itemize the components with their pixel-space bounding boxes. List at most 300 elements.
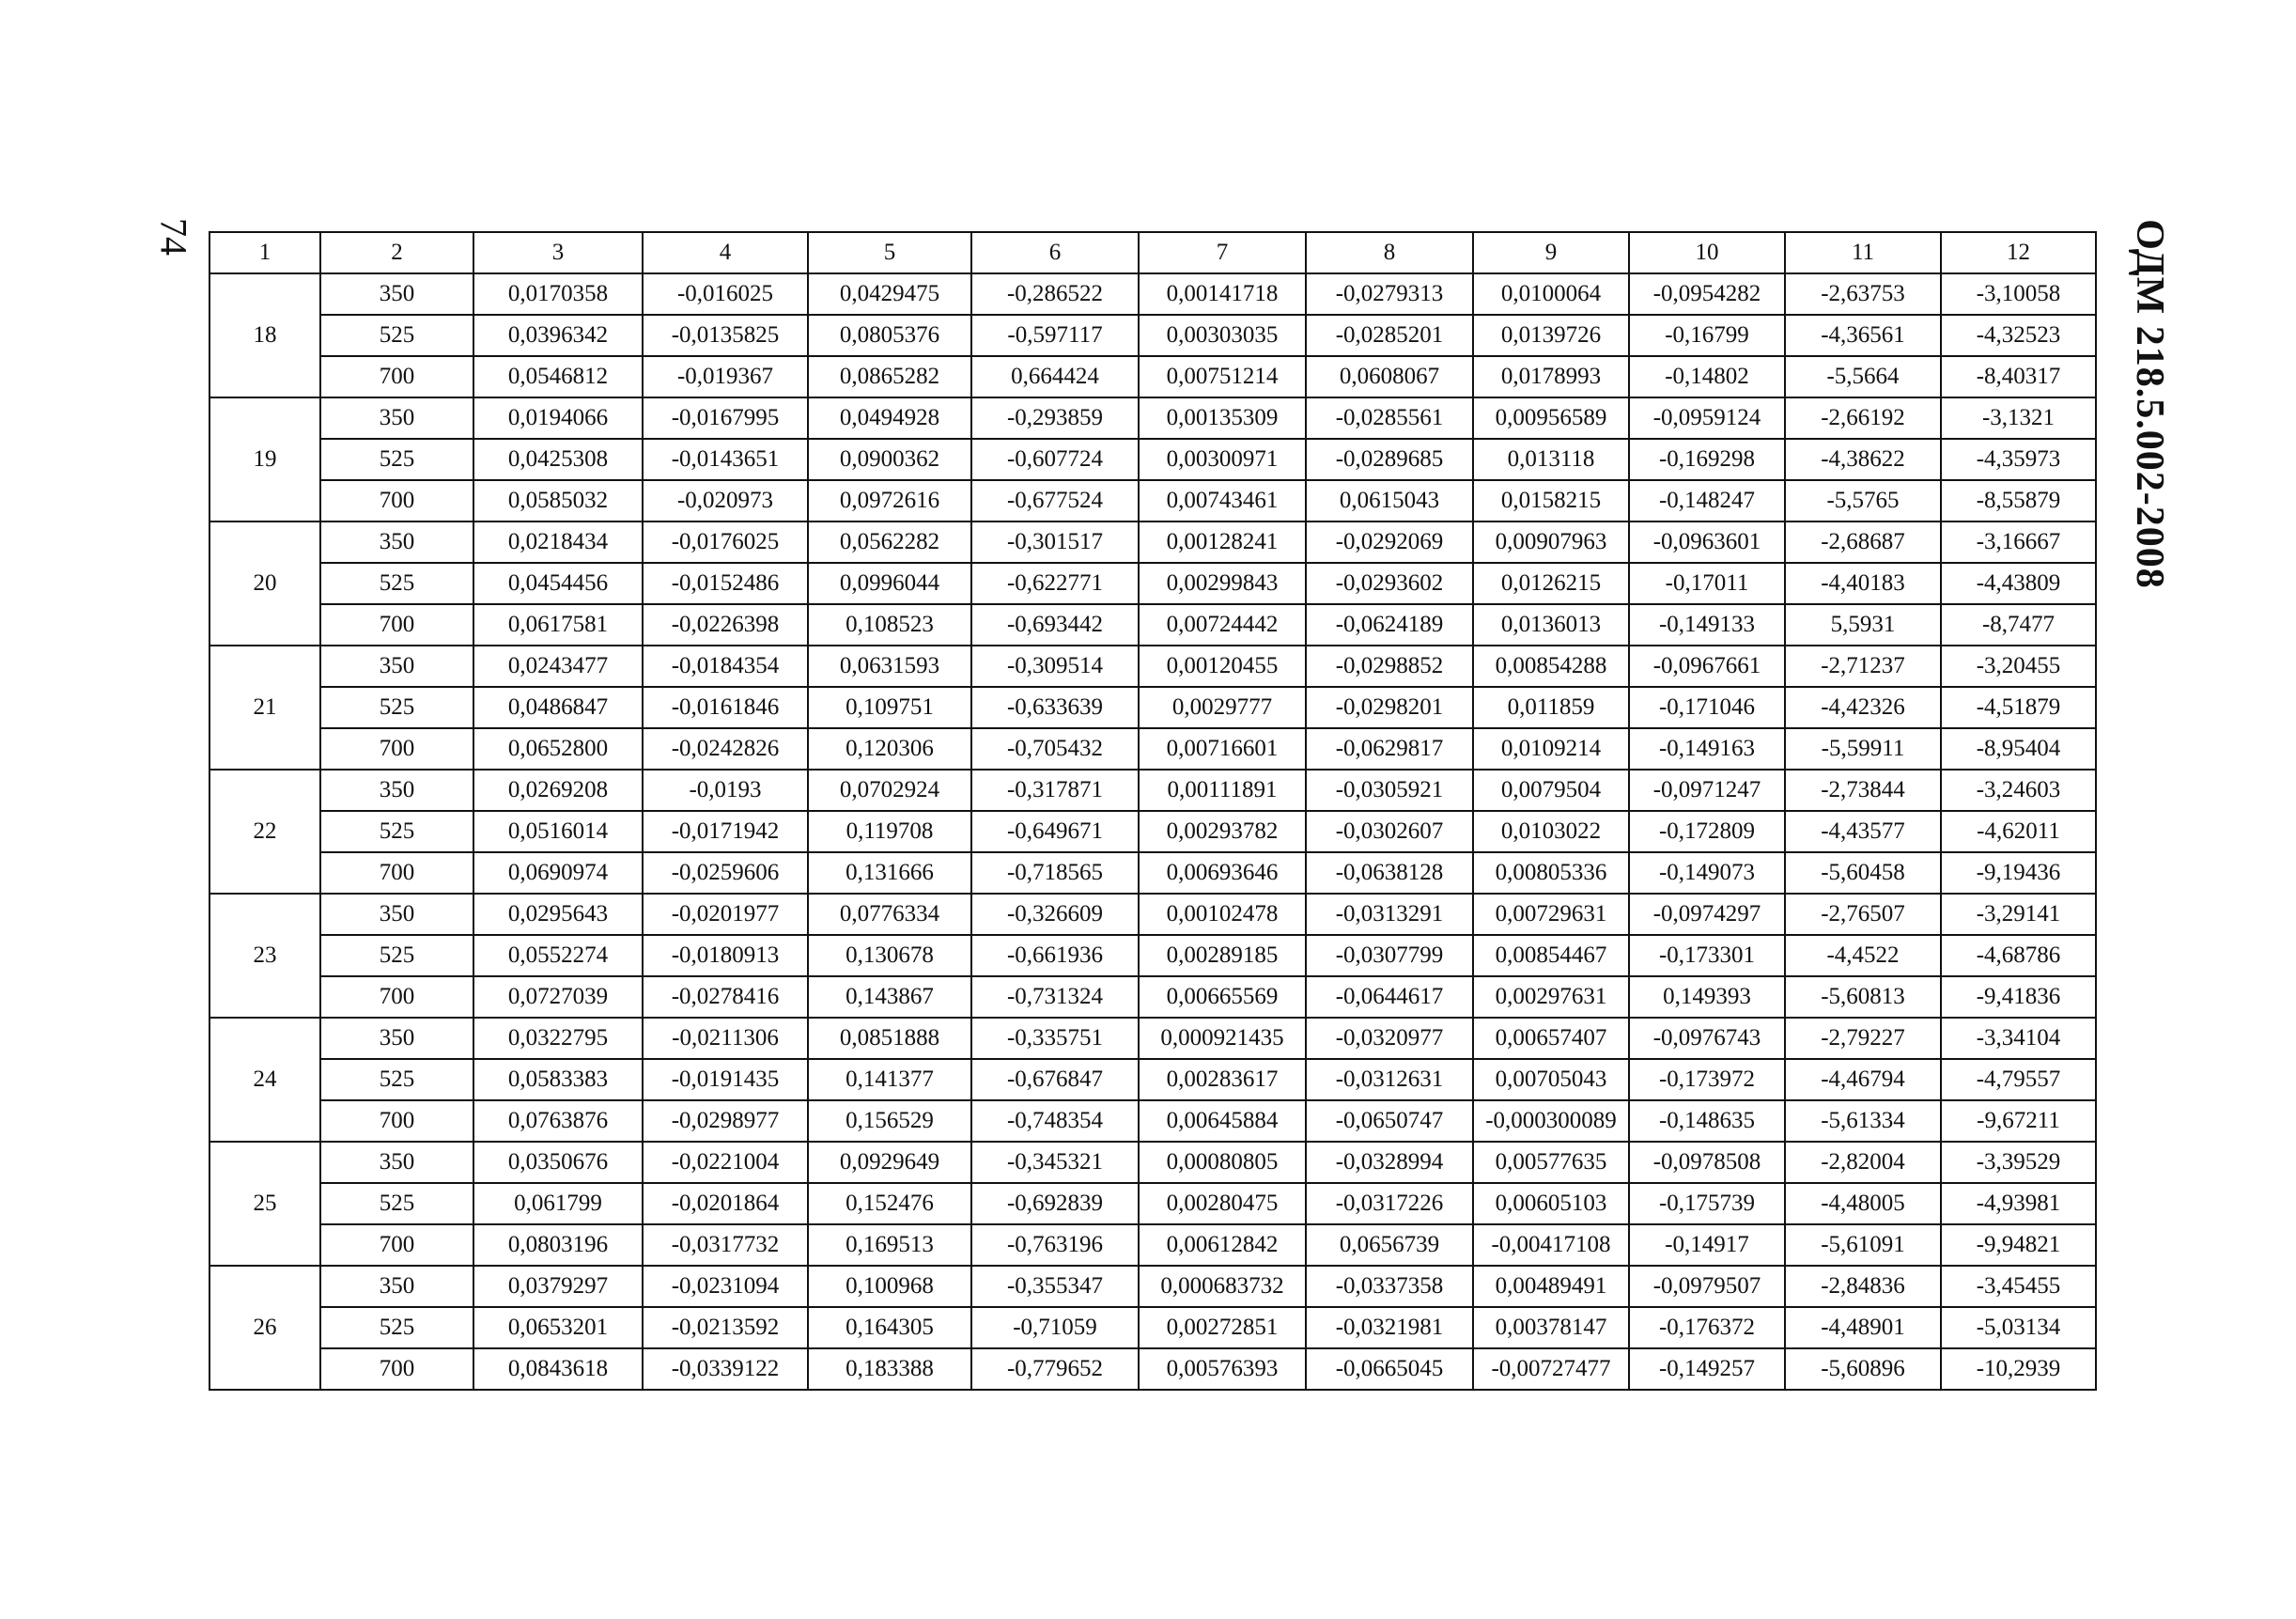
table-row	[209, 852, 2096, 894]
table-cell: -3,29141	[1941, 894, 2096, 935]
table-cell: -5,60458	[1785, 852, 1941, 894]
table-cell: 0,00605103	[1473, 1183, 1629, 1224]
table-cell: -0,016025	[643, 273, 808, 315]
table-row	[209, 1224, 2096, 1266]
table-cell: 0,00751214	[1139, 356, 1306, 397]
column-header: 6	[971, 232, 1139, 273]
table-cell: 700	[320, 480, 473, 522]
table-cell: 0,0652800	[473, 728, 643, 770]
table-cell: -0,0305921	[1306, 770, 1473, 811]
table-cell: -4,43577	[1785, 811, 1941, 852]
table-cell: -5,60813	[1785, 976, 1941, 1018]
group-id-cell: 18	[209, 273, 320, 397]
table-cell: -4,48005	[1785, 1183, 1941, 1224]
header-row	[209, 232, 2096, 273]
table-cell: 0,0851888	[808, 1018, 971, 1059]
table-cell: -0,00727477	[1473, 1348, 1629, 1390]
table-cell: -0,718565	[971, 852, 1139, 894]
table-cell: 525	[320, 811, 473, 852]
column-header: 8	[1306, 232, 1473, 273]
table-cell: 350	[320, 1018, 473, 1059]
table-cell: -0,0320977	[1306, 1018, 1473, 1059]
table-cell: -0,0289685	[1306, 439, 1473, 480]
table-cell: -0,705432	[971, 728, 1139, 770]
table-cell: 0,00080805	[1139, 1142, 1306, 1183]
table-cell: 0,00283617	[1139, 1059, 1306, 1100]
table-cell: 700	[320, 728, 473, 770]
table-cell: -0,335751	[971, 1018, 1139, 1059]
table-row	[209, 356, 2096, 397]
table-row	[209, 1100, 2096, 1142]
table-cell: 0,00805336	[1473, 852, 1629, 894]
table-cell: 0,0139726	[1473, 315, 1629, 356]
table-row	[209, 522, 2096, 563]
table-cell: 0,00576393	[1139, 1348, 1306, 1390]
table-cell: 0,0585032	[473, 480, 643, 522]
table-cell: -0,661936	[971, 935, 1139, 976]
table-cell: 0,0631593	[808, 646, 971, 687]
table-cell: 0,143867	[808, 976, 971, 1018]
table-cell: 0,0617581	[473, 604, 643, 646]
table-row	[209, 1142, 2096, 1183]
table-cell: -0,0278416	[643, 976, 808, 1018]
table-cell: -0,676847	[971, 1059, 1139, 1100]
table-cell: 0,664424	[971, 356, 1139, 397]
table-cell: -4,51879	[1941, 687, 2096, 728]
table-cell: 0,0929649	[808, 1142, 971, 1183]
table-cell: -0,0963601	[1629, 522, 1785, 563]
table-cell: 525	[320, 1183, 473, 1224]
table-cell: 0,00489491	[1473, 1266, 1629, 1307]
table-cell: -4,40183	[1785, 563, 1941, 604]
table-row	[209, 273, 2096, 315]
table-cell: -0,0974297	[1629, 894, 1785, 935]
group-id-cell: 25	[209, 1142, 320, 1266]
table-cell: 0,00141718	[1139, 273, 1306, 315]
table-cell: 0,156529	[808, 1100, 971, 1142]
table-cell: -0,0339122	[643, 1348, 808, 1390]
table-cell: -0,779652	[971, 1348, 1139, 1390]
table-cell: 0,00577635	[1473, 1142, 1629, 1183]
table-cell: 0,0805376	[808, 315, 971, 356]
table-cell: -0,748354	[971, 1100, 1139, 1142]
table-cell: 0,130678	[808, 935, 971, 976]
column-header: 10	[1629, 232, 1785, 273]
table-cell: 0,0763876	[473, 1100, 643, 1142]
table-row	[209, 1348, 2096, 1390]
table-cell: -8,40317	[1941, 356, 2096, 397]
table-row	[209, 480, 2096, 522]
table-cell: 350	[320, 522, 473, 563]
table-row	[209, 397, 2096, 439]
table-cell: 700	[320, 976, 473, 1018]
table-cell: -4,68786	[1941, 935, 2096, 976]
table-cell: -0,301517	[971, 522, 1139, 563]
table-row	[209, 604, 2096, 646]
table-cell: -5,03134	[1941, 1307, 2096, 1348]
table-cell: -0,0650747	[1306, 1100, 1473, 1142]
table-cell: -0,693442	[971, 604, 1139, 646]
table-cell: 0,0126215	[1473, 563, 1629, 604]
column-header: 2	[320, 232, 473, 273]
table-cell: -0,0967661	[1629, 646, 1785, 687]
table-cell: -0,0285561	[1306, 397, 1473, 439]
table-cell: 0,0103022	[1473, 811, 1629, 852]
table-cell: 0,00293782	[1139, 811, 1306, 852]
table-cell: -0,0298977	[643, 1100, 808, 1142]
table-cell: -0,176372	[1629, 1307, 1785, 1348]
table-cell: 0,0379297	[473, 1266, 643, 1307]
table-cell: -0,149073	[1629, 852, 1785, 894]
table-cell: -0,0184354	[643, 646, 808, 687]
table-cell: 0,0178993	[1473, 356, 1629, 397]
table-cell: 0,00300971	[1139, 439, 1306, 480]
table-cell: 350	[320, 397, 473, 439]
table-cell: 0,0243477	[473, 646, 643, 687]
table-cell: -0,0978508	[1629, 1142, 1785, 1183]
table-cell: -0,173301	[1629, 935, 1785, 976]
table-cell: 0,0546812	[473, 356, 643, 397]
table-cell: 0,0454456	[473, 563, 643, 604]
table-cell: -0,0317226	[1306, 1183, 1473, 1224]
table-cell: -0,0298201	[1306, 687, 1473, 728]
table-cell: -0,286522	[971, 273, 1139, 315]
table-cell: 0,0516014	[473, 811, 643, 852]
table-row	[209, 811, 2096, 852]
table-cell: -0,0161846	[643, 687, 808, 728]
table-cell: -0,0201864	[643, 1183, 808, 1224]
table-cell: -3,45455	[1941, 1266, 2096, 1307]
group-id-cell: 26	[209, 1266, 320, 1390]
table-cell: -2,73844	[1785, 770, 1941, 811]
table-cell: -5,5765	[1785, 480, 1941, 522]
table-cell: -0,0285201	[1306, 315, 1473, 356]
table-cell: -0,0307799	[1306, 935, 1473, 976]
table-cell: 0,120306	[808, 728, 971, 770]
table-cell: -0,0143651	[643, 439, 808, 480]
table-cell: 0,0494928	[808, 397, 971, 439]
table-cell: 0,0583383	[473, 1059, 643, 1100]
table-cell: 350	[320, 646, 473, 687]
table-cell: 0,00956589	[1473, 397, 1629, 439]
table-cell: 0,164305	[808, 1307, 971, 1348]
column-header: 9	[1473, 232, 1629, 273]
table-cell: 0,0486847	[473, 687, 643, 728]
table-cell: 0,0996044	[808, 563, 971, 604]
table-cell: 0,0562282	[808, 522, 971, 563]
table-cell: -0,0328994	[1306, 1142, 1473, 1183]
table-cell: 0,183388	[808, 1348, 971, 1390]
table-cell: -4,93981	[1941, 1183, 2096, 1224]
table-row	[209, 894, 2096, 935]
table-cell: -4,46794	[1785, 1059, 1941, 1100]
table-cell: 0,0900362	[808, 439, 971, 480]
table-cell: -0,692839	[971, 1183, 1139, 1224]
table-cell: 0,0322795	[473, 1018, 643, 1059]
table-cell: -0,0211306	[643, 1018, 808, 1059]
table-cell: 0,00102478	[1139, 894, 1306, 935]
table-cell: -0,171046	[1629, 687, 1785, 728]
table-cell: 0,0702924	[808, 770, 971, 811]
table-row	[209, 1307, 2096, 1348]
table-cell: 525	[320, 1307, 473, 1348]
table-cell: -0,00417108	[1473, 1224, 1629, 1266]
table-cell: -0,0231094	[643, 1266, 808, 1307]
table-cell: 0,0429475	[808, 273, 971, 315]
column-header: 1	[209, 232, 320, 273]
table-cell: -0,0298852	[1306, 646, 1473, 687]
table-cell: -3,16667	[1941, 522, 2096, 563]
table-cell: -0,14802	[1629, 356, 1785, 397]
table-cell: -4,36561	[1785, 315, 1941, 356]
table-cell: -0,677524	[971, 480, 1139, 522]
table-cell: -4,35973	[1941, 439, 2096, 480]
table-cell: -0,0638128	[1306, 852, 1473, 894]
table-cell: -3,24603	[1941, 770, 2096, 811]
table-cell: 0,152476	[808, 1183, 971, 1224]
table-cell: 0,0158215	[1473, 480, 1629, 522]
table-cell: -0,622771	[971, 563, 1139, 604]
table-cell: -0,0171942	[643, 811, 808, 852]
table-cell: -0,0135825	[643, 315, 808, 356]
table-cell: 525	[320, 563, 473, 604]
table-cell: -0,0979507	[1629, 1266, 1785, 1307]
table-cell: -0,71059	[971, 1307, 1139, 1348]
column-header: 12	[1941, 232, 2096, 273]
table-cell: -0,0644617	[1306, 976, 1473, 1018]
table-cell: -0,0213592	[643, 1307, 808, 1348]
table-cell: -0,0313291	[1306, 894, 1473, 935]
table-cell: -0,0180913	[643, 935, 808, 976]
table-cell: -0,000300089	[1473, 1100, 1629, 1142]
table-cell: -5,5664	[1785, 356, 1941, 397]
table-cell: -0,0665045	[1306, 1348, 1473, 1390]
table-row	[209, 770, 2096, 811]
table-cell: -0,0312631	[1306, 1059, 1473, 1100]
table-cell: 0,011859	[1473, 687, 1629, 728]
table-cell: 0,000683732	[1139, 1266, 1306, 1307]
table-cell: 0,0727039	[473, 976, 643, 1018]
table-cell: -0,169298	[1629, 439, 1785, 480]
table-cell: 0,0776334	[808, 894, 971, 935]
table-cell: -9,67211	[1941, 1100, 2096, 1142]
table-cell: 0,00128241	[1139, 522, 1306, 563]
table-cell: -5,60896	[1785, 1348, 1941, 1390]
table-cell: 0,0194066	[473, 397, 643, 439]
table-cell: -0,14917	[1629, 1224, 1785, 1266]
table-cell: -0,149257	[1629, 1348, 1785, 1390]
group-id-cell: 22	[209, 770, 320, 894]
table-cell: 0,00289185	[1139, 935, 1306, 976]
table-cell: 700	[320, 356, 473, 397]
table-cell: 0,0170358	[473, 273, 643, 315]
table-cell: -3,10058	[1941, 273, 2096, 315]
table-cell: -0,148635	[1629, 1100, 1785, 1142]
group-id-cell: 20	[209, 522, 320, 646]
table-cell: -0,0167995	[643, 397, 808, 439]
table-cell: -0,0201977	[643, 894, 808, 935]
table-cell: -0,148247	[1629, 480, 1785, 522]
table-cell: -0,345321	[971, 1142, 1139, 1183]
table-cell: -4,32523	[1941, 315, 2096, 356]
table-cell: 0,119708	[808, 811, 971, 852]
table-cell: -8,7477	[1941, 604, 2096, 646]
table-cell: 0,013118	[1473, 439, 1629, 480]
table-cell: 525	[320, 439, 473, 480]
table-cell: -4,38622	[1785, 439, 1941, 480]
table-cell: -0,0321981	[1306, 1307, 1473, 1348]
table-cell: -0,0152486	[643, 563, 808, 604]
table-cell: 0,0690974	[473, 852, 643, 894]
table-cell: -2,63753	[1785, 273, 1941, 315]
table-row	[209, 687, 2096, 728]
table-cell: 0,00743461	[1139, 480, 1306, 522]
table-cell: -0,0971247	[1629, 770, 1785, 811]
table-cell: 0,00854288	[1473, 646, 1629, 687]
table-cell: 700	[320, 604, 473, 646]
table-cell: -0,0226398	[643, 604, 808, 646]
table-cell: -3,20455	[1941, 646, 2096, 687]
table-row	[209, 1183, 2096, 1224]
table-cell: 0,0109214	[1473, 728, 1629, 770]
table-cell: 525	[320, 1059, 473, 1100]
table-cell: -0,0624189	[1306, 604, 1473, 646]
table-cell: 0,0843618	[473, 1348, 643, 1390]
table-row	[209, 935, 2096, 976]
table-cell: 700	[320, 1224, 473, 1266]
table-cell: 0,00111891	[1139, 770, 1306, 811]
table-cell: -2,84836	[1785, 1266, 1941, 1307]
table-cell: -0,317871	[971, 770, 1139, 811]
table-cell: 0,00297631	[1473, 976, 1629, 1018]
table-cell: -5,59911	[1785, 728, 1941, 770]
table-cell: -0,309514	[971, 646, 1139, 687]
table-cell: -0,0191435	[643, 1059, 808, 1100]
table-cell: 350	[320, 770, 473, 811]
table-cell: -3,39529	[1941, 1142, 2096, 1183]
table-cell: -2,76507	[1785, 894, 1941, 935]
table-cell: 0,0396342	[473, 315, 643, 356]
table-row	[209, 563, 2096, 604]
table-cell: 0,00716601	[1139, 728, 1306, 770]
table-row	[209, 976, 2096, 1018]
table-cell: -5,61091	[1785, 1224, 1941, 1266]
table-cell: 0,00120455	[1139, 646, 1306, 687]
table-cell: -3,34104	[1941, 1018, 2096, 1059]
table-cell: 0,0136013	[1473, 604, 1629, 646]
table-cell: -0,17011	[1629, 563, 1785, 604]
table-cell: -9,41836	[1941, 976, 2096, 1018]
table-row	[209, 315, 2096, 356]
table-cell: 0,108523	[808, 604, 971, 646]
table-cell: -2,66192	[1785, 397, 1941, 439]
document-code: ОДМ 218.5.002-2008	[2128, 219, 2171, 589]
table-cell: 0,0656739	[1306, 1224, 1473, 1266]
table-cell: -0,173972	[1629, 1059, 1785, 1100]
table-cell: -0,0242826	[643, 728, 808, 770]
table-cell: -2,82004	[1785, 1142, 1941, 1183]
table-cell: -2,79227	[1785, 1018, 1941, 1059]
table-cell: -0,0292069	[1306, 522, 1473, 563]
group-id-cell: 24	[209, 1018, 320, 1142]
table-cell: -0,0629817	[1306, 728, 1473, 770]
data-table	[209, 231, 2097, 1391]
table-cell: 0,0425308	[473, 439, 643, 480]
table-cell: 0,0608067	[1306, 356, 1473, 397]
table-cell: -0,175739	[1629, 1183, 1785, 1224]
table-cell: -0,0976743	[1629, 1018, 1785, 1059]
table-cell: -0,649671	[971, 811, 1139, 852]
table-cell: -0,597117	[971, 315, 1139, 356]
table-cell: 350	[320, 1266, 473, 1307]
column-header: 5	[808, 232, 971, 273]
table-cell: -0,0302607	[1306, 811, 1473, 852]
table-cell: -2,71237	[1785, 646, 1941, 687]
table-cell: 0,0100064	[1473, 273, 1629, 315]
table-cell: 0,0269208	[473, 770, 643, 811]
table-row	[209, 1018, 2096, 1059]
group-id-cell: 21	[209, 646, 320, 770]
table-cell: -0,326609	[971, 894, 1139, 935]
table-cell: 350	[320, 894, 473, 935]
table-cell: 0,00612842	[1139, 1224, 1306, 1266]
table-cell: -4,62011	[1941, 811, 2096, 852]
table-cell: -0,0317732	[643, 1224, 808, 1266]
table-row	[209, 1059, 2096, 1100]
table-cell: -0,355347	[971, 1266, 1139, 1307]
table-cell: -0,020973	[643, 480, 808, 522]
table-cell: 525	[320, 935, 473, 976]
table-cell: -9,19436	[1941, 852, 2096, 894]
table-cell: 0,00645884	[1139, 1100, 1306, 1142]
table-cell: 0,00280475	[1139, 1183, 1306, 1224]
group-id-cell: 19	[209, 397, 320, 522]
table-cell: -0,149133	[1629, 604, 1785, 646]
table-cell: 350	[320, 273, 473, 315]
table-cell: 0,0295643	[473, 894, 643, 935]
table-cell: -0,633639	[971, 687, 1139, 728]
table-cell: 0,0350676	[473, 1142, 643, 1183]
column-header: 11	[1785, 232, 1941, 273]
table-cell: -0,0337358	[1306, 1266, 1473, 1307]
table-cell: 0,109751	[808, 687, 971, 728]
column-header: 7	[1139, 232, 1306, 273]
page-number: 74	[152, 218, 195, 256]
table-cell: 350	[320, 1142, 473, 1183]
table-cell: -4,42326	[1785, 687, 1941, 728]
table-cell: -10,2939	[1941, 1348, 2096, 1390]
table-cell: 0,00854467	[1473, 935, 1629, 976]
table-cell: 0,00724442	[1139, 604, 1306, 646]
table-cell: -4,48901	[1785, 1307, 1941, 1348]
table-cell: -0,149163	[1629, 728, 1785, 770]
table-cell: 525	[320, 315, 473, 356]
table-cell: 0,0803196	[473, 1224, 643, 1266]
table-cell: -9,94821	[1941, 1224, 2096, 1266]
group-id-cell: 23	[209, 894, 320, 1018]
table-cell: 0,00665569	[1139, 976, 1306, 1018]
table-cell: -5,61334	[1785, 1100, 1941, 1142]
table-cell: 0,100968	[808, 1266, 971, 1307]
table-cell: -0,0221004	[643, 1142, 808, 1183]
table-cell: 0,061799	[473, 1183, 643, 1224]
table-cell: 700	[320, 852, 473, 894]
table-cell: -0,16799	[1629, 315, 1785, 356]
table-cell: -0,019367	[643, 356, 808, 397]
table-cell: 700	[320, 1100, 473, 1142]
table-cell: 0,0079504	[1473, 770, 1629, 811]
table-cell: 525	[320, 687, 473, 728]
